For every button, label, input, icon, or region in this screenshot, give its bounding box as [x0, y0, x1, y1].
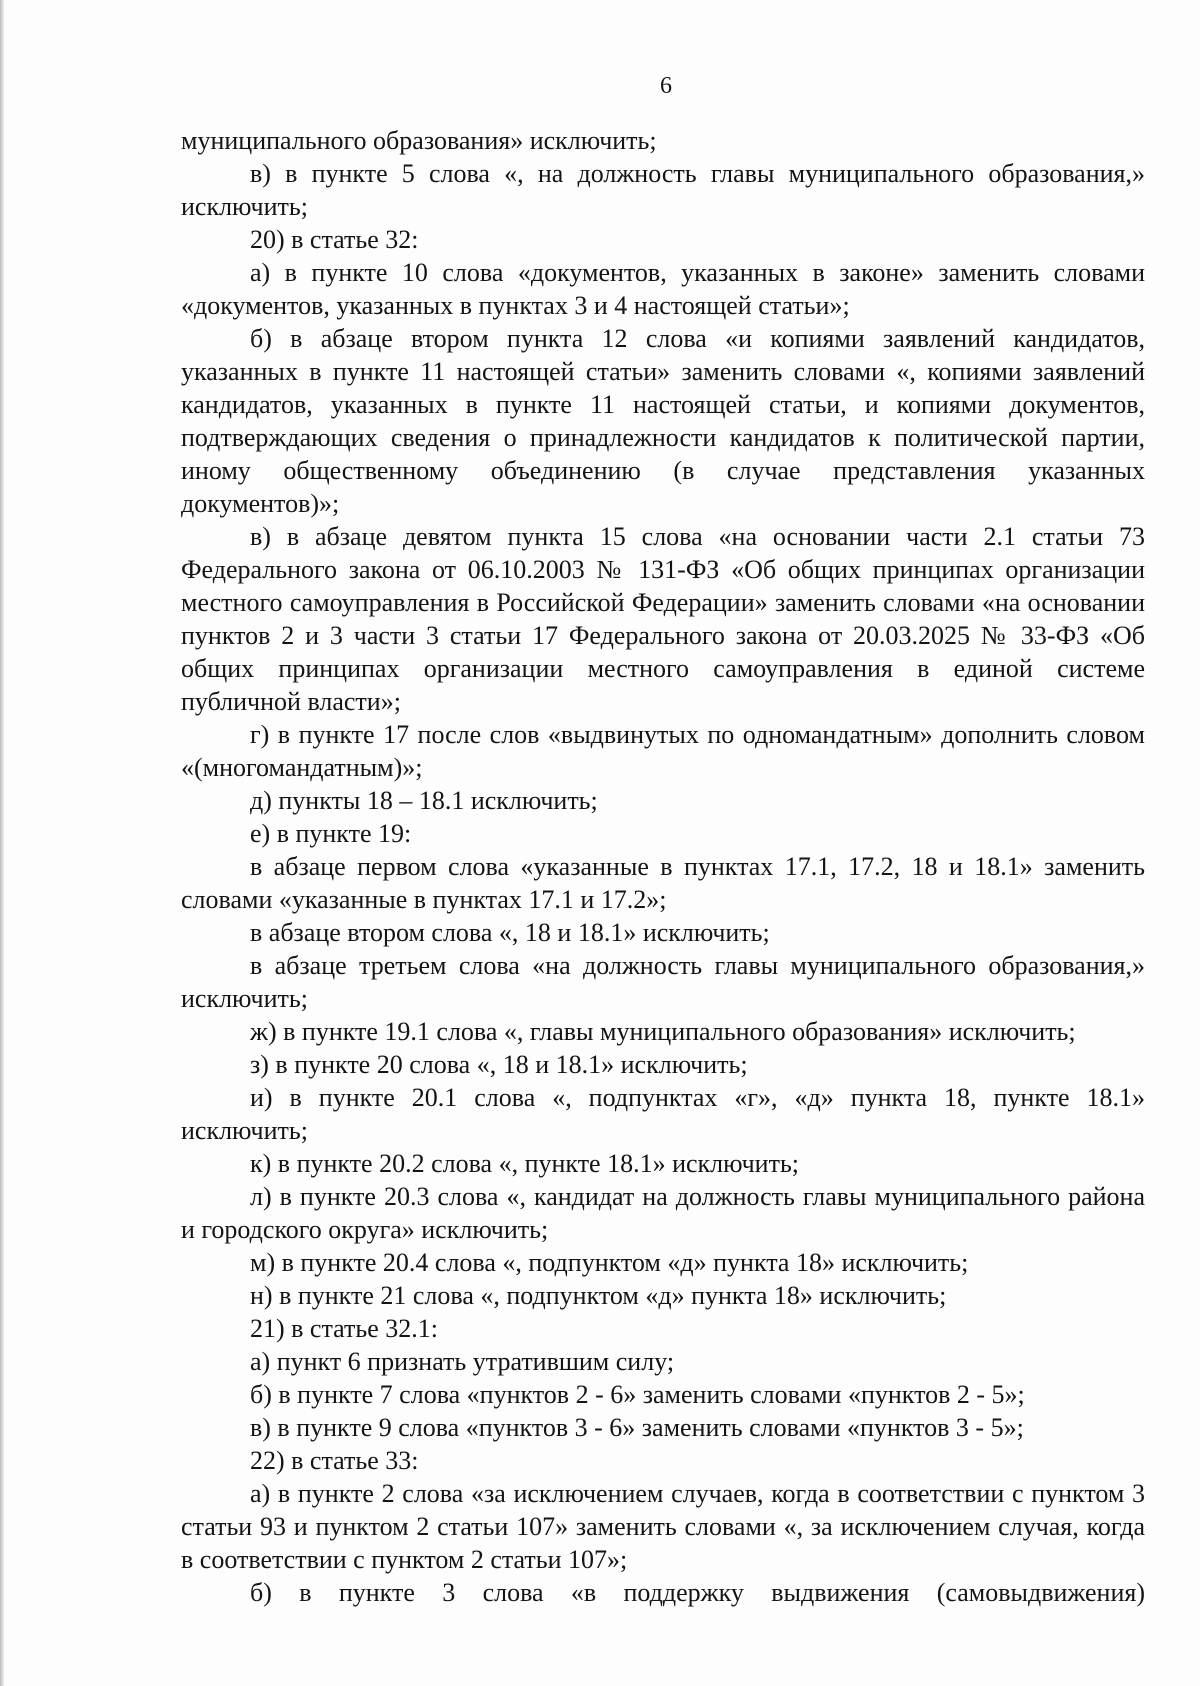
document-body: [181, 124, 1145, 1609]
paragraph: в абзаце первом слова «указанные в пунктах 17.1, 17.2, 18 и 18.1» заменить словами «указанные в пунктах 17.1 и 17.2»;: [181, 852, 1145, 914]
paragraph: к) в пункте 20.2 слова «, пункте 18.1» исключить;: [250, 1149, 800, 1178]
paragraph: в) в пункте 9 слова «пунктов 3 - 6» заменить словами «пунктов 3 - 5»;: [250, 1413, 1024, 1442]
paragraph: з) в пункте 20 слова «, 18 и 18.1» исключить;: [250, 1050, 748, 1079]
paragraph: н) в пункте 21 слова «, подпунктом «д» пункта 18» исключить;: [250, 1281, 947, 1310]
paragraph: 22) в статье 33:: [250, 1446, 419, 1475]
paragraph: 21) в статье 32.1:: [250, 1314, 439, 1343]
paragraph: е) в пункте 19:: [250, 819, 412, 848]
paragraph: л) в пункте 20.3 слова «, кандидат на должность главы муниципального района и городского округа» исключить;: [181, 1182, 1145, 1244]
paragraph: муниципального образования» исключить;: [181, 126, 657, 155]
paragraph: д) пункты 18 – 18.1 исключить;: [250, 786, 598, 815]
paragraph: 20) в статье 32:: [250, 225, 419, 254]
paragraph: ж) в пункте 19.1 слова «, главы муниципального образования» исключить;: [250, 1017, 1076, 1046]
page-number: 6: [660, 73, 672, 99]
paragraph: в абзаце третьем слова «на должность главы муниципального образования,» исключить;: [181, 951, 1145, 1013]
paragraph: б) в пункте 3 слова «в поддержку выдвижения (самовыдвижения): [250, 1578, 1145, 1607]
paragraph: и) в пункте 20.1 слова «, подпунктах «г», «д» пункта 18, пункте 18.1» исключить;: [181, 1083, 1145, 1145]
paragraph: а) в пункте 10 слова «документов, указанных в законе» заменить словами «документов, указанных в пунктах 3 и 4 настоящей статьи»;: [181, 258, 1145, 320]
paragraph: в абзаце втором слова «, 18 и 18.1» исключить;: [250, 918, 770, 947]
paragraph: в) в абзаце девятом пункта 15 слова «на основании части 2.1 статьи 73 Федерального закона от 06.10.2003 № 131-ФЗ «Об общих принципах организации местного самоуправления в Российской Федерации» заменить словами «на основании пунктов 2 и 3 части 3 статьи 17 Федерального закона от 20.03.2025 № 33-ФЗ «Об общих принципах организации местного самоуправления в единой системе публичной власти»;: [181, 522, 1145, 716]
paragraph: г) в пункте 17 после слов «выдвинутых по одномандатным» дополнить словом «(многомандатным)»;: [181, 720, 1145, 782]
paragraph: а) в пункте 2 слова «за исключением случаев, когда в соответствии с пунктом 3 статьи 93 и пунктом 2 статьи 107» заменить словами «, за исключением случая, когда в соответствии с пунктом 2 статьи 107»;: [181, 1479, 1145, 1574]
paragraph: в) в пункте 5 слова «, на должность главы муниципального образования,» исключить;: [181, 159, 1145, 221]
scan-edge: [0, 0, 4, 1686]
paragraph: б) в абзаце втором пункта 12 слова «и копиями заявлений кандидатов, указанных в пункте 11 настоящей статьи» заменить словами «, копиями заявлений кандидатов, указанных в пункте 11 настоящей статьи, и копиями документов, подтверждающих сведения о принадлежности кандидатов к политической партии, иному общественному объединению (в случае представления указанных документов)»;: [181, 324, 1145, 518]
paragraph: а) пункт 6 признать утратившим силу;: [250, 1347, 675, 1376]
paragraph: б) в пункте 7 слова «пунктов 2 - 6» заменить словами «пунктов 2 - 5»;: [250, 1380, 1025, 1409]
paragraph: м) в пункте 20.4 слова «, подпунктом «д» пункта 18» исключить;: [250, 1248, 969, 1277]
